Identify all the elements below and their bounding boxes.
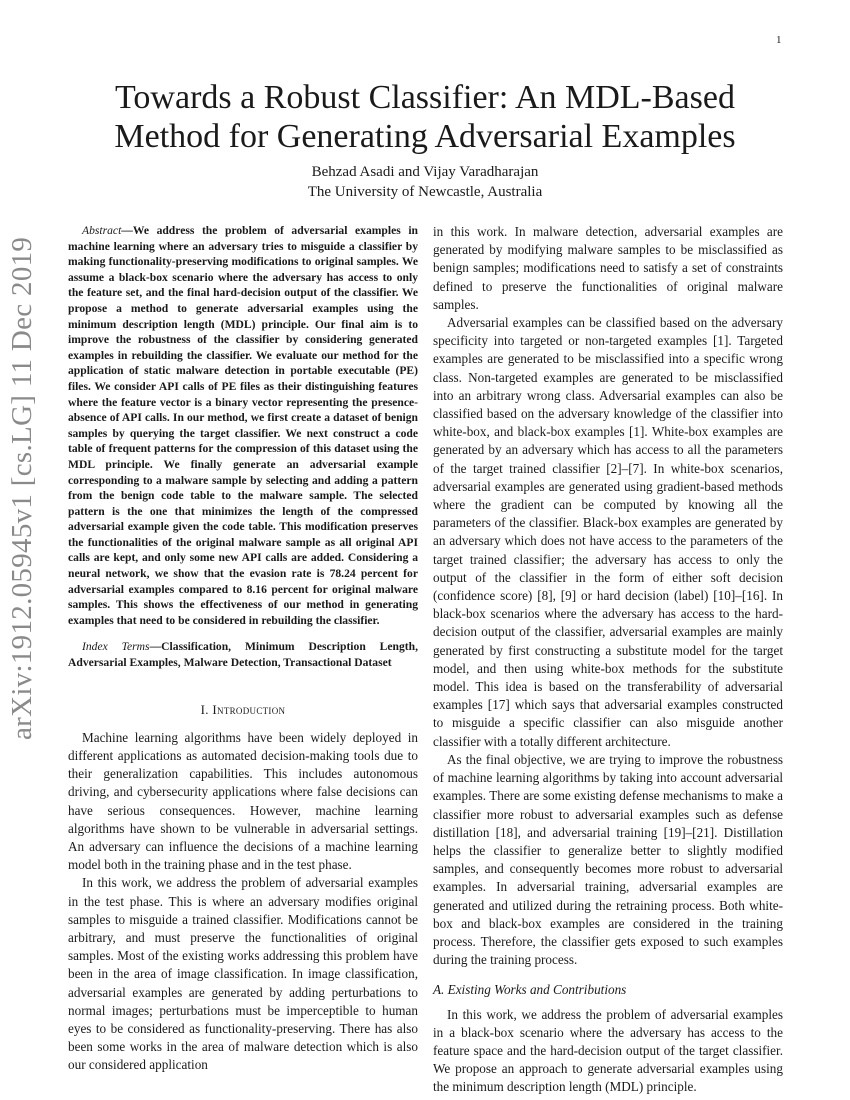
abstract (68, 223, 418, 628)
section-title: Introduction (212, 701, 286, 717)
index-terms-text: —Classification, Minimum Description Length, Adversarial Examples, Malware Detection, Transactional Dataset (68, 640, 418, 670)
index-terms-lead: Index Terms (82, 640, 150, 654)
paragraph: In this work, we address the problem of adversarial examples in a black-box scenario where the adversary has access to the feature space and the hard-decision output of the target classifier. We propose an approach to generate adversarial examples using the minimum description length (MDL) principle. (433, 1006, 783, 1095)
paper-title: Towards a Robust Classifier: An MDL-Based Method for Generating Adversarial Examples (114, 79, 736, 155)
left-column (68, 223, 418, 1075)
paragraph: In this work, we address the problem of adversarial examples in the test phase. This is where an adversary modifies original samples to misguide a trained classifier. Modifications cannot be arbitrary, and must preserve the functionalities of original samples. Most of the existing works addressing this problem have been in the area of image classification. In image classification, adversarial examples are generated by adding perturbations to normal images; perturbations must be imperceptible to human eyes to be considered as functionality-preserving. There has also been some works in the area of malware detection which is also our considered application (68, 875, 418, 1073)
paragraph: As the final objective, we are trying to improve the robustness of machine learning algorithms by taking into account adversarial examples. There are some existing defense mechanisms to make a classifier more robust to adversarial examples such as defense distillation [18], and adversarial training [19]–[21]. Distillation helps the classifier to generalize better to slightly modified samples, and consequently becomes more robust to adversarial examples. In adversarial training, adversarial examples are generated and utilized during the retraining process. Both white-box and black-box examples are considered in the training process. Therefore, the classifier gets exposed to such examples during the training process. (433, 751, 783, 968)
page-number: 1 (776, 34, 782, 46)
authors: Behzad Asadi and Vijay Varadharajan (311, 164, 539, 180)
section-heading (68, 701, 418, 719)
author-block (60, 162, 790, 202)
abstract-lead: Abstract (82, 224, 122, 237)
affiliation: The University of Newcastle, Australia (307, 184, 543, 200)
index-terms (68, 639, 418, 670)
paragraph-continuation: in this work. In malware detection, adversarial examples are generated by modifying malware samples to be misclassified as benign samples; modifications need to satisfy a set of constraints defined to preserve the functionalities of original malware samples. (433, 224, 783, 312)
paragraph: Adversarial examples can be classified based on the adversary specificity into targeted or non-targeted examples [1]. Targeted examples are generated to be misclassified into a specific wrong class. Non-targeted examples are generated to be misclassified into an arbitrary wrong class. Adversarial examples can also be classified based on the adversary knowledge of the classifier into white-box, and black-box examples [1]. White-box examples are generated by an adversary which has access to all the parameters of the target trained classifier [2]–[7]. In white-box scenarios, adversarial examples are generated using gradient-based methods where the gradient can be computed by knowing all the parameters of the classifier. Black-box examples are generated by an adversary which does not have access to the parameters of the target trained classifier; the adversary has access to only the output of the classifier in the form of either soft decision (confidence score) [8], [9] or hard decision (label) [10]–[16]. In black-box scenarios where the adversary has access to the hard-decision output of the classifier, adversarial examples are mainly generated by first constructing a substitute model for the target model, and then using white-box methods for the substitute model. This idea is based on the transferability of adversarial examples [17] which says that adversarial examples constructed to misguide a specific classifier can also misguide another classifier with a totally different architecture. (433, 315, 783, 749)
abstract-text: —We address the problem of adversarial examples in machine learning where an adversary tries to misguide a classifier by making functionality-preserving modifications to original samples. We assume a black-box scenario where the adversary has access to only the feature set, and the final hard-decision output of the classifier. We propose a method to generate adversarial examples using the minimum description length (MDL) principle. Our final aim is to improve the robustness of the classifier by considering generated examples in rebuilding the classifier. We evaluate our method for the application of static malware detection in portable executable (PE) files. We consider API calls of PE files as their distinguishing features where the feature vector is a binary vector representing the presence-absence of API calls. In our method, we first create a dataset of benign samples by querying the target classifier. We next construct a code table of frequent patterns for the compression of this dataset using the MDL principle. We finally generate an adversarial example corresponding to a malware sample by selecting and adding a pattern from the benign code table to the malware sample. The selected pattern is the one that minimizes the length of the compressed adversarial example given the code table. This modification preserves the functionalities of the original malware sample as all original API calls are kept, and only some new API calls are added. Considering a neural network, we show that the evasion rate is 78.24 percent for adversarial examples compared to 8.16 percent for original malware samples. This shows the effectiveness of our method in generating examples that need to be considered in rebuilding the classifier. (68, 224, 418, 627)
subsection-heading: A. Existing Works and Contributions (433, 982, 627, 998)
paragraph: Machine learning algorithms have been widely deployed in different applications as automated decision-making tools due to their generalization capabilities. This includes autonomous driving, and cybersecurity applications where false decisions can have serious consequences. However, machine learning algorithms have shown to be vulnerable in adversarial settings. An adversary can influence the decisions of a machine learning model both in the training phase and in the test phase. (68, 729, 418, 873)
section-number: I. (200, 701, 209, 717)
right-column (433, 223, 783, 1097)
arxiv-identifier-stamp: arXiv:1912.05945v1 [cs.LG] 11 Dec 2019 (6, 236, 38, 740)
